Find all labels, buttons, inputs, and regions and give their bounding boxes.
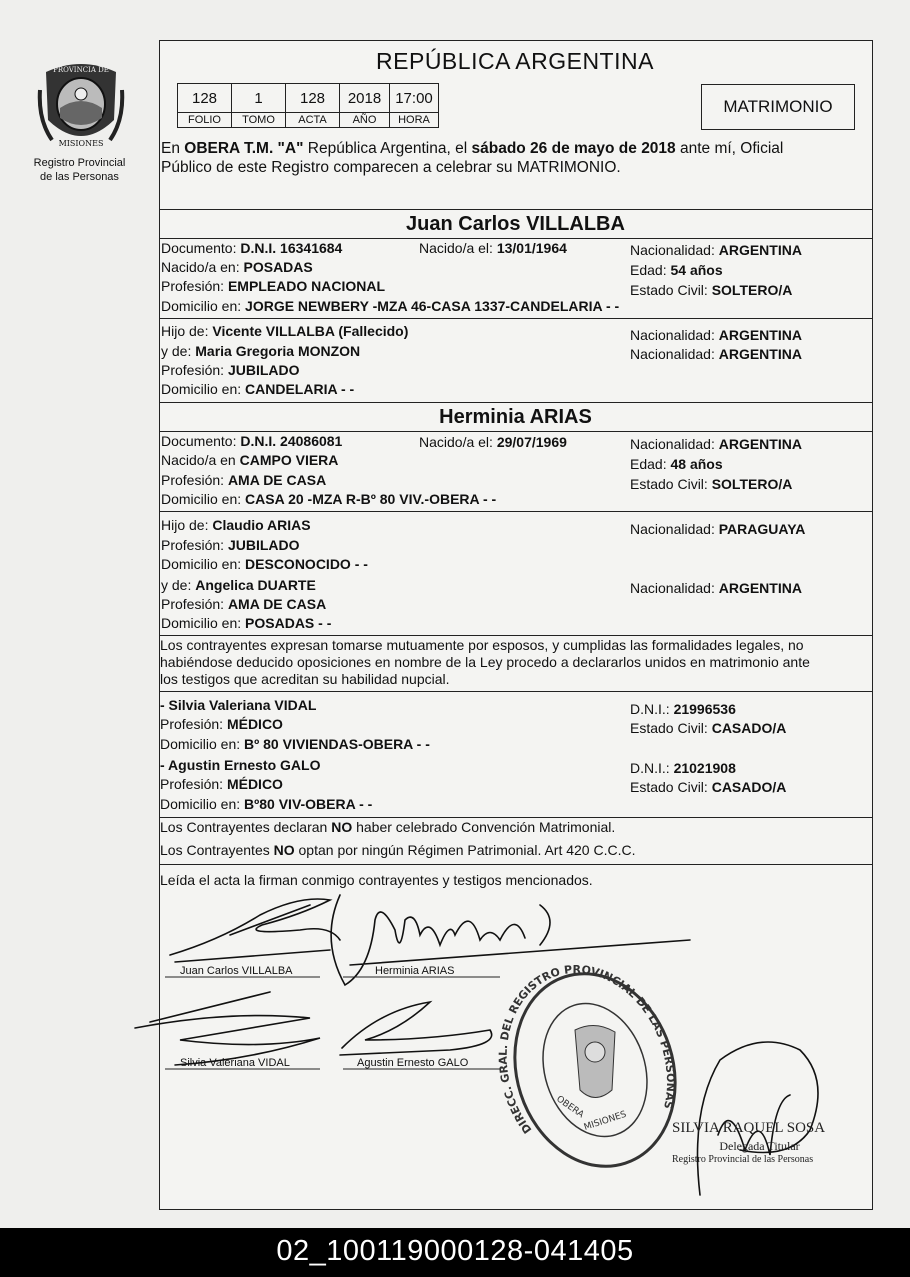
sig-label-bride: Herminia ARIAS (375, 965, 455, 977)
groom-domicilio: Domicilio en: JORGE NEWBERY -MZA 46-CASA 1337-CANDELARIA - - (161, 298, 620, 314)
witness1-estado-civil: Estado Civil: CASADO/A (630, 720, 787, 736)
groom-nacido-en: Nacido/a en: POSADAS (161, 259, 313, 275)
bride-estado-civil: Estado Civil: SOLTERO/A (630, 476, 793, 492)
seal-inner-bottom: MISIONES (582, 1109, 628, 1133)
act-type-box: MATRIMONIO (701, 84, 855, 130)
emblem-text-bottom: MISIONES (58, 139, 104, 148)
witness2-dni: D.N.I.: 21021908 (630, 760, 736, 776)
logo-caption-line2: de las Personas (40, 171, 119, 183)
bride-documento: Documento: D.N.I. 24086081 (161, 433, 343, 449)
groom-parents-profesion: Profesión: JUBILADO (161, 362, 300, 378)
bride-mother-profesion: Profesión: AMA DE CASA (161, 596, 327, 612)
witness1-name: - Silvia Valeriana VIDAL (160, 697, 317, 713)
groom-nacionalidad: Nacionalidad: ARGENTINA (630, 242, 802, 258)
signature-official (698, 1042, 819, 1195)
bride-edad: Edad: 48 años (630, 456, 723, 472)
emblem-text-top: PROVINCIA DE (53, 66, 109, 74)
bride-domicilio: Domicilio en: CASA 20 -MZA R-Bº 80 VIV.-OBERA - - (161, 491, 497, 507)
hora-label: HORA (390, 113, 439, 128)
bride-profesion: Profesión: AMA DE CASA (161, 472, 327, 488)
anio-value: 2018 (340, 84, 390, 113)
groom-nacido-el: Nacido/a el: 13/01/1964 (419, 240, 567, 256)
bride-father-profesion: Profesión: JUBILADO (161, 537, 300, 553)
bride-mother-domicilio: Domicilio en: POSADAS - - (161, 615, 332, 631)
signature-witness2 (340, 1002, 492, 1055)
bride-mother: y de: Angelica DUARTE (161, 577, 316, 593)
official-role: Delegada Titular (719, 1139, 800, 1153)
intro-place: OBERA T.M. "A" (184, 140, 304, 157)
sig-label-witness1: Silvia Valeriana VIDAL (180, 1057, 290, 1069)
witness2-estado-civil: Estado Civil: CASADO/A (630, 779, 787, 795)
document-code: 02_100119000128-041405 (0, 1228, 910, 1277)
official-seal (491, 953, 700, 1188)
groom-father: Hijo de: Vicente VILLALBA (Fallecido) (161, 323, 409, 339)
bride-father-domicilio: Domicilio en: DESCONOCIDO - - (161, 556, 368, 572)
bride-mother-nacionalidad: Nacionalidad: ARGENTINA (630, 580, 802, 596)
official-name: SILVIA RAQUEL SOSA (672, 1120, 826, 1136)
bride-nacido-el: Nacido/a el: 29/07/1969 (419, 434, 567, 450)
groom-profesion: Profesión: EMPLEADO NACIONAL (161, 278, 386, 294)
intro-paragraph: En OBERA T.M. "A" República Argentina, el sábado 26 de mayo de 2018 ante mí, Oficial Público de este Registro comparecen a celebrar su MATRIMONIO. (161, 140, 784, 176)
convention-statement: Los Contrayentes declaran NO haber celebrado Convención Matrimonial. (160, 819, 616, 835)
signature-witness1 (135, 992, 320, 1065)
groom-estado-civil: Estado Civil: SOLTERO/A (630, 282, 793, 298)
logo-caption-line1: Registro Provincial (33, 157, 126, 169)
groom-name: Juan Carlos VILLALBA (406, 213, 625, 235)
intro-line2: Público de este Registro comparecen a celebrar su MATRIMONIO. (161, 159, 621, 176)
folio-value: 128 (178, 84, 232, 113)
signature-groom (170, 899, 340, 962)
groom-father-nacionalidad: Nacionalidad: ARGENTINA (630, 327, 802, 343)
witness2-domicilio: Domicilio en: Bº80 VIV-OBERA - - (160, 796, 373, 812)
groom-mother-nacionalidad: Nacionalidad: ARGENTINA (630, 346, 802, 362)
witness2-name: - Agustin Ernesto GALO (160, 757, 321, 773)
folio-label: FOLIO (178, 113, 232, 128)
bride-name: Herminia ARIAS (439, 406, 592, 428)
regime-statement: Los Contrayentes NO optan por ningún Régimen Patrimonial. Art 420 C.C.C. (160, 842, 636, 858)
hora-value: 17:00 (390, 84, 439, 113)
acta-label: ACTA (286, 113, 340, 128)
groom-mother: y de: Maria Gregoria MONZON (161, 343, 361, 359)
declaration-paragraph: Los contrayentes expresan tomarse mutuamente por esposos, y cumplidas las formalidades legales, no habiéndose deducido oposiciones en nombre de la Ley procedo a declararlos unidos en matrimonio ante los testigos que acreditan su habilidad nupcial. (160, 637, 810, 687)
closing-statement: Leída el acta la firman conmigo contrayentes y testigos mencionados. (160, 872, 593, 888)
bride-nacido-en: Nacido/a en CAMPO VIERA (161, 452, 339, 468)
witness2-profesion: Profesión: MÉDICO (160, 776, 283, 792)
sig-label-groom: Juan Carlos VILLALBA (180, 965, 293, 977)
groom-edad: Edad: 54 años (630, 262, 723, 278)
bride-father: Hijo de: Claudio ARIAS (161, 517, 311, 533)
tomo-label: TOMO (232, 113, 286, 128)
seal-ring-text: DIRECC. GRAL. DEL REGISTRO PROVINCIAL DE LAS PERSONAS (496, 962, 678, 1136)
groom-documento: Documento: D.N.I. 16341684 (161, 240, 343, 256)
official-signature-block (672, 1120, 847, 1165)
bride-father-nacionalidad: Nacionalidad: PARAGUAYA (630, 521, 806, 537)
seal-inner-top: OBERA (554, 1094, 586, 1121)
sig-label-witness2: Agustin Ernesto GALO (357, 1057, 469, 1069)
official-office: Registro Provincial de las Personas (672, 1154, 814, 1165)
anio-label: AÑO (340, 113, 390, 128)
groom-parents-domicilio: Domicilio en: CANDELARIA - - (161, 381, 355, 397)
witness1-profesion: Profesión: MÉDICO (160, 716, 283, 732)
intro-date: sábado 26 de mayo de 2018 (471, 140, 676, 157)
bride-nacionalidad: Nacionalidad: ARGENTINA (630, 436, 802, 452)
witness1-domicilio: Domicilio en: Bº 80 VIVIENDAS-OBERA - - (160, 736, 430, 752)
acta-value: 128 (286, 84, 340, 113)
tomo-value: 1 (232, 84, 286, 113)
document-title: REPÚBLICA ARGENTINA (376, 48, 654, 74)
witness1-dni: D.N.I.: 21996536 (630, 701, 736, 717)
